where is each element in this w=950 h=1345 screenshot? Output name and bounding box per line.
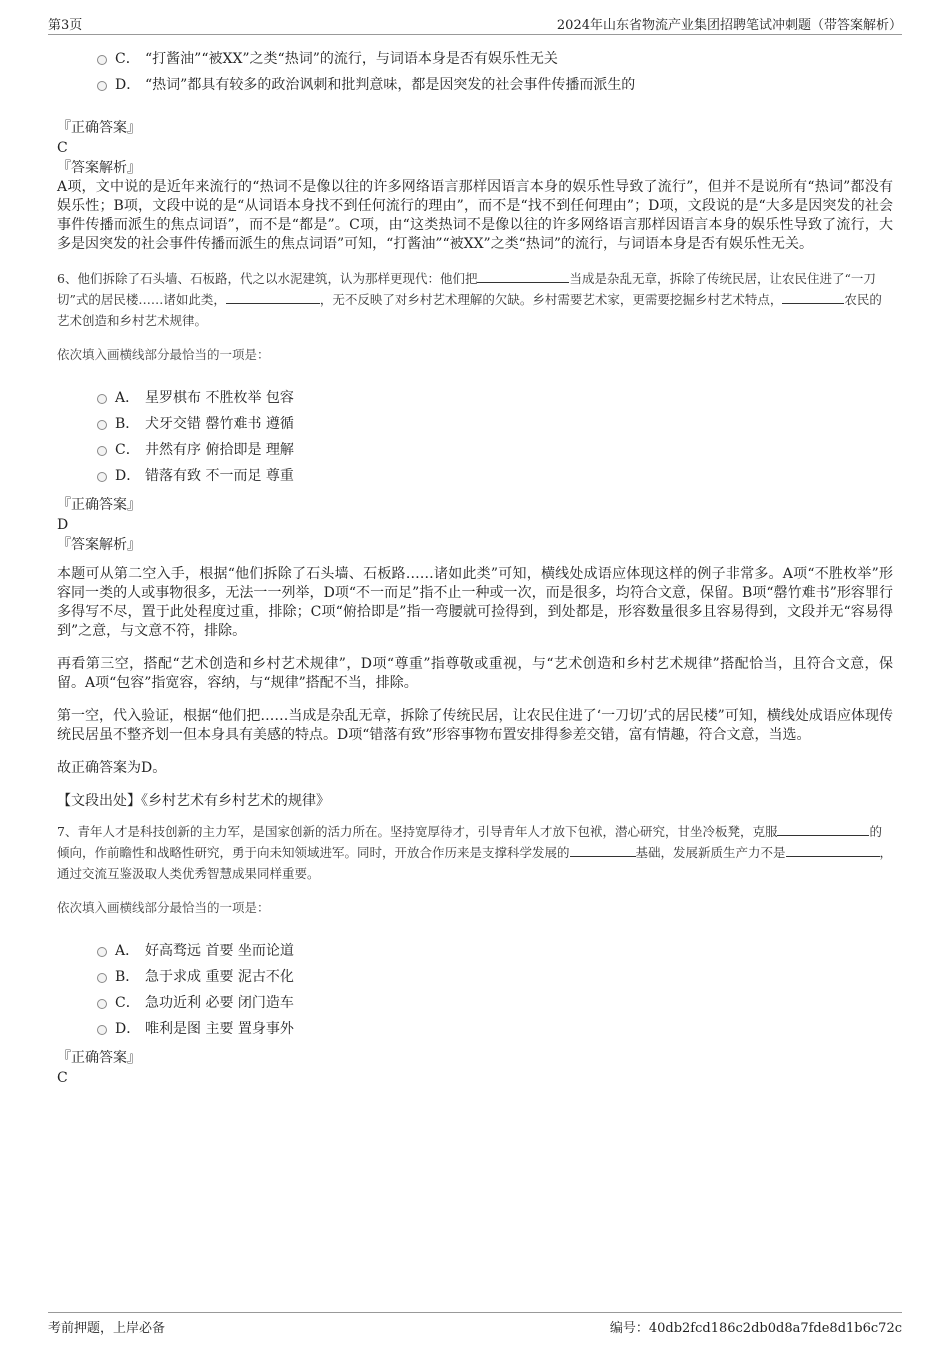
q5-analysis-label: 『答案解析』 xyxy=(57,160,141,176)
q7-option-d[interactable]: D． 唯利是图 主要 置身事外 xyxy=(57,1016,893,1042)
radio-icon[interactable] xyxy=(97,999,107,1009)
document-title: 2024年山东省物流产业集团招聘笔试冲刺题（带答案解析） xyxy=(556,18,902,33)
q6-option-c[interactable]: C． 井然有序 俯拾即是 理解 xyxy=(57,437,893,463)
q6-option-b[interactable]: B． 犬牙交错 罄竹难书 遵循 xyxy=(57,411,893,437)
q7-stem: 7、青年人才是科技创新的主力军，是国家创新的活力所在。坚持宽厚待才，引导青年人才放下包袱，潜心研究，甘坐冷板凳，克服 的倾向，作前瞻性和战略性研究，勇于向未知领域进军。同时，开放合作历来是支撑科学发展的 基础，发展新质生产力不是 ，通过交流互鉴汲取人类优秀智慧成果同样重要。 xyxy=(57,821,893,884)
page-header xyxy=(48,14,902,35)
radio-icon[interactable] xyxy=(97,947,107,957)
page-footer xyxy=(48,1312,902,1337)
q7-option-b[interactable]: B． 急于求成 重要 泥古不化 xyxy=(57,964,893,990)
blank-1[interactable] xyxy=(777,821,869,836)
radio-icon[interactable] xyxy=(97,472,107,482)
q5-option-d[interactable]: D． “热词”都具有较多的政治讽刺和批判意味，都是因突发的社会事件传播而派生的 xyxy=(57,72,893,98)
document-id: 编号：40db2fcd186c2db0d8a7fde8d1b6c72c xyxy=(609,1321,902,1336)
page-number: 第3页 xyxy=(48,18,83,33)
q5-answer: C xyxy=(57,140,68,156)
radio-icon[interactable] xyxy=(97,420,107,430)
q6-answer: D xyxy=(57,517,69,533)
blank-2[interactable] xyxy=(226,289,320,304)
radio-icon[interactable] xyxy=(97,55,107,65)
q6-analysis-paragraph: 本题可从第二空入手，根据“他们拆除了石头墙、石板路……诸如此类”可知，横线处成语应体现这样的例子非常多。A项“不胜枚举”形容同一类的人或事物很多，无法一一列举，D项“不一而足”指不止一种或一次，而是很多，均符合文意，保留。B项“罄竹难书”形容罪行多得写不尽，置于此处程度过重，排除；C项“俯拾即是”指一弯腰就可捡得到，到处都是，形容数量很多且容易得到，文段并无“容易得到”之意，与文意不符，排除。 xyxy=(57,566,893,639)
radio-icon[interactable] xyxy=(97,394,107,404)
q7-prompt: 依次填入画横线部分最恰当的一项是： xyxy=(57,900,270,915)
q5-analysis: A项，文中说的是近年来流行的“热词不是像以往的许多网络语言那样因语言本身的娱乐性导致了流行”，但并不是说所有“热词”都没有娱乐性；B项，文段中说的是“从词语本身找不到任何流行的理由”，而不是“找不到任何理由”；D项，文段说的是“大多是因突发的社会事件传播而派生的焦点词语”，而不是“都是”。C项，由“这类热词不是像以往的许多网络语言那样因语言本身的娱乐性导致了流行，大多是因突发的社会事件传播而派生的焦点词语”可知，“打酱油”“被XX”之类“热词”的流行，与词语本身是否有娱乐性无关。 xyxy=(57,179,893,252)
q6-analysis-paragraph: 再看第三空，搭配“艺术创造和乡村艺术规律”，D项“尊重”指尊敬或重视，与“艺术创造和乡村艺术规律”搭配恰当，且符合文意，保留。A项“包容”指宽容，容纳，与“规律”搭配不当，排除。 xyxy=(57,656,893,691)
q5-option-c[interactable]: C． “打酱油”“被XX”之类“热词”的流行，与词语本身是否有娱乐性无关 xyxy=(57,46,893,72)
q5-answer-label: 『正确答案』 xyxy=(57,120,141,136)
blank-2[interactable] xyxy=(570,842,636,857)
q6-source: 【文段出处】《乡村艺术有乡村艺术的规律》 xyxy=(57,793,330,809)
q7-answer-label: 『正确答案』 xyxy=(57,1050,141,1066)
radio-icon[interactable] xyxy=(97,1025,107,1035)
blank-3[interactable] xyxy=(782,289,844,304)
q6-option-a[interactable]: A． 星罗棋布 不胜枚举 包容 xyxy=(57,385,893,411)
q6-conclusion: 故正确答案为D。 xyxy=(57,760,167,776)
blank-3[interactable] xyxy=(786,842,880,857)
q7-option-c[interactable]: C． 急功近利 必要 闭门造车 xyxy=(57,990,893,1016)
footer-slogan: 考前押题，上岸必备 xyxy=(48,1321,166,1336)
q6-answer-label: 『正确答案』 xyxy=(57,497,141,513)
q7-option-a[interactable]: A． 好高骛远 首要 坐而论道 xyxy=(57,938,893,964)
q6-analysis-paragraph: 第一空，代入验证，根据“他们把……当成是杂乱无章，拆除了传统民居，让农民住进了‘一刀切’式的居民楼”可知，横线处成语应体现传统民居虽不整齐划一但本身具有美感的特点。D项“错落有致”形容事物布置安排得参差交错，富有情趣，符合文意，当选。 xyxy=(57,708,893,743)
q6-analysis-label: 『答案解析』 xyxy=(57,537,141,553)
page-content xyxy=(57,40,893,1088)
q6-prompt: 依次填入画横线部分最恰当的一项是： xyxy=(57,347,270,362)
blank-1[interactable] xyxy=(477,268,569,283)
radio-icon[interactable] xyxy=(97,81,107,91)
q6-option-d[interactable]: D． 错落有致 不一而足 尊重 xyxy=(57,463,893,489)
radio-icon[interactable] xyxy=(97,446,107,456)
q6-stem: 6、他们拆除了石头墙、石板路，代之以水泥建筑，认为那样更现代：他们把 当成是杂乱无章，拆除了传统民居，让农民住进了“一刀切”式的居民楼……诸如此类， ，无不反映了对乡村艺术理解的欠缺。乡村需要艺术家，更需要挖掘乡村艺术特点， 农民的艺术创造和乡村艺术规律。 xyxy=(57,268,893,331)
radio-icon[interactable] xyxy=(97,973,107,983)
q7-answer: C xyxy=(57,1070,68,1086)
